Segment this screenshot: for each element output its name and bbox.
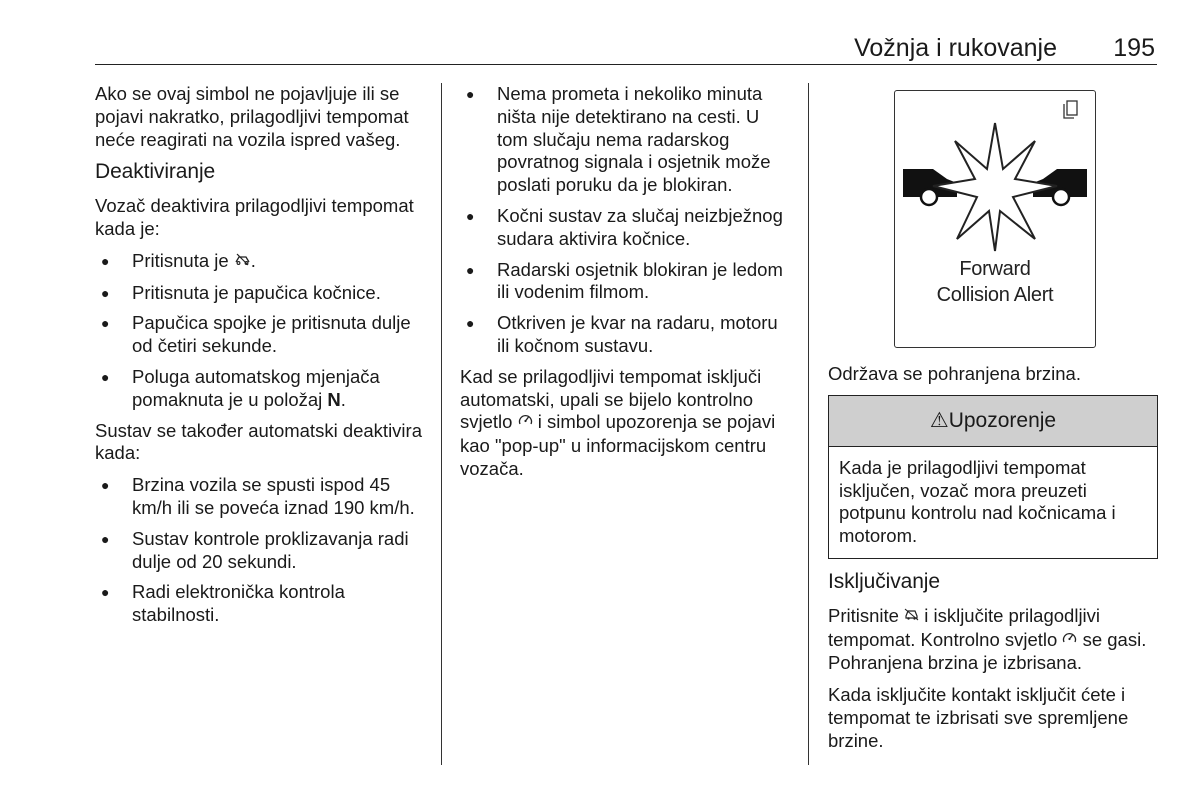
list-item: ● Papučica spojke je pritisnuta dulje od četiri sekunde.	[95, 312, 430, 358]
list-item: ● Nema prometa i nekoliko minuta ništa nije detektirano na cesti. U tom slučaju nema radarskog povratnog signala i osjetnik može poslati poruku da je blokiran.	[460, 83, 795, 197]
ignition-off-paragraph: Kada isključite kontakt isključit ćete i tempomat te izbrisati sve spremljene brzine.	[828, 684, 1129, 751]
cruise-off-icon	[904, 606, 919, 629]
list-item: ● Radarski osjetnik blokiran je ledom ili vodenim filmom.	[460, 259, 795, 305]
section-heading-deactivation: Deaktiviranje	[95, 160, 216, 184]
page-number: 195	[1113, 34, 1155, 62]
figure-label-line1: Forward	[959, 258, 1031, 280]
impact-star-icon	[933, 123, 1057, 251]
deactivation-paragraph: Vozač deaktivira prilagodljivi tempomat kada je:	[95, 195, 414, 239]
cruise-cancel-icon	[234, 251, 251, 274]
warning-triangle-icon: ⚠	[929, 408, 949, 432]
cruise-control-light-icon	[518, 412, 533, 435]
chapter-title: Vožnja i rukovanje	[854, 34, 1057, 62]
page-header	[95, 34, 1157, 65]
condition-list	[460, 83, 795, 358]
list-item: ● Pritisnuta je papučica kočnice.	[95, 282, 430, 305]
cruise-control-light-icon	[1062, 630, 1077, 653]
figure-label-line2: Collision Alert	[936, 284, 1054, 306]
column-3	[828, 83, 1158, 762]
list-item: ● Otkriven je kvar na radaru, motoru ili kočnom sustavu.	[460, 312, 795, 358]
switch-off-paragraph: Pritisnite i isključite prilagodljivi tempomat. Kontrolno svjetlo se gasi. Pohranjena brzina je izbrisana.	[828, 604, 1147, 674]
column-1	[95, 83, 430, 635]
collision-illustration	[895, 91, 1095, 347]
column-divider-2	[808, 83, 809, 765]
auto-off-paragraph: Kad se prilagodljivi tempomat isključi automatski, upali se bijelo kontrolno svjetlo i simbol upozorenja se pojavi kao "pop-up" u informacijskom centru vozača.	[460, 365, 776, 479]
list-item: ● Sustav kontrole proklizavanja radi dulje od 20 sekundi.	[95, 528, 430, 574]
stored-speed-paragraph: Održava se pohranjena brzina.	[828, 363, 1081, 384]
list-item: ● Brzina vozila se spusti ispod 45 km/h ili se poveća iznad 190 km/h.	[95, 474, 430, 520]
page-icon	[1064, 101, 1077, 118]
column-2	[460, 83, 795, 490]
intro-paragraph: Ako se ovaj simbol ne pojavljuje ili se pojavi nakratko, prilagodljivi tempomat neće reagirati na vozila ispred vašeg.	[95, 83, 409, 150]
auto-deactivation-list	[95, 474, 430, 627]
warning-body: Kada je prilagodljivi tempomat isključen, vozač mora preuzeti potpunu kontrolu nad kočnicama i motorom.	[839, 456, 1116, 547]
warning-title: Upozorenje	[948, 408, 1057, 432]
list-item: ● Pritisnuta je .	[95, 250, 430, 274]
list-item: ● Kočni sustav za slučaj neizbježnog sudara aktivira kočnice.	[460, 205, 795, 251]
forward-collision-alert-figure	[894, 90, 1096, 348]
auto-deactivation-paragraph: Sustav se također automatski deaktivira kada:	[95, 419, 422, 464]
list-item: ● Radi elektronička kontrola stabilnosti.	[95, 581, 430, 627]
section-heading-switch-off: Isključivanje	[828, 569, 940, 593]
warning-box	[828, 395, 1158, 559]
deactivation-list	[95, 250, 430, 412]
column-divider-1	[441, 83, 442, 765]
warning-header	[829, 396, 1157, 447]
list-item: ● Poluga automatskog mjenjača pomaknuta je u položaj N.	[95, 366, 430, 412]
